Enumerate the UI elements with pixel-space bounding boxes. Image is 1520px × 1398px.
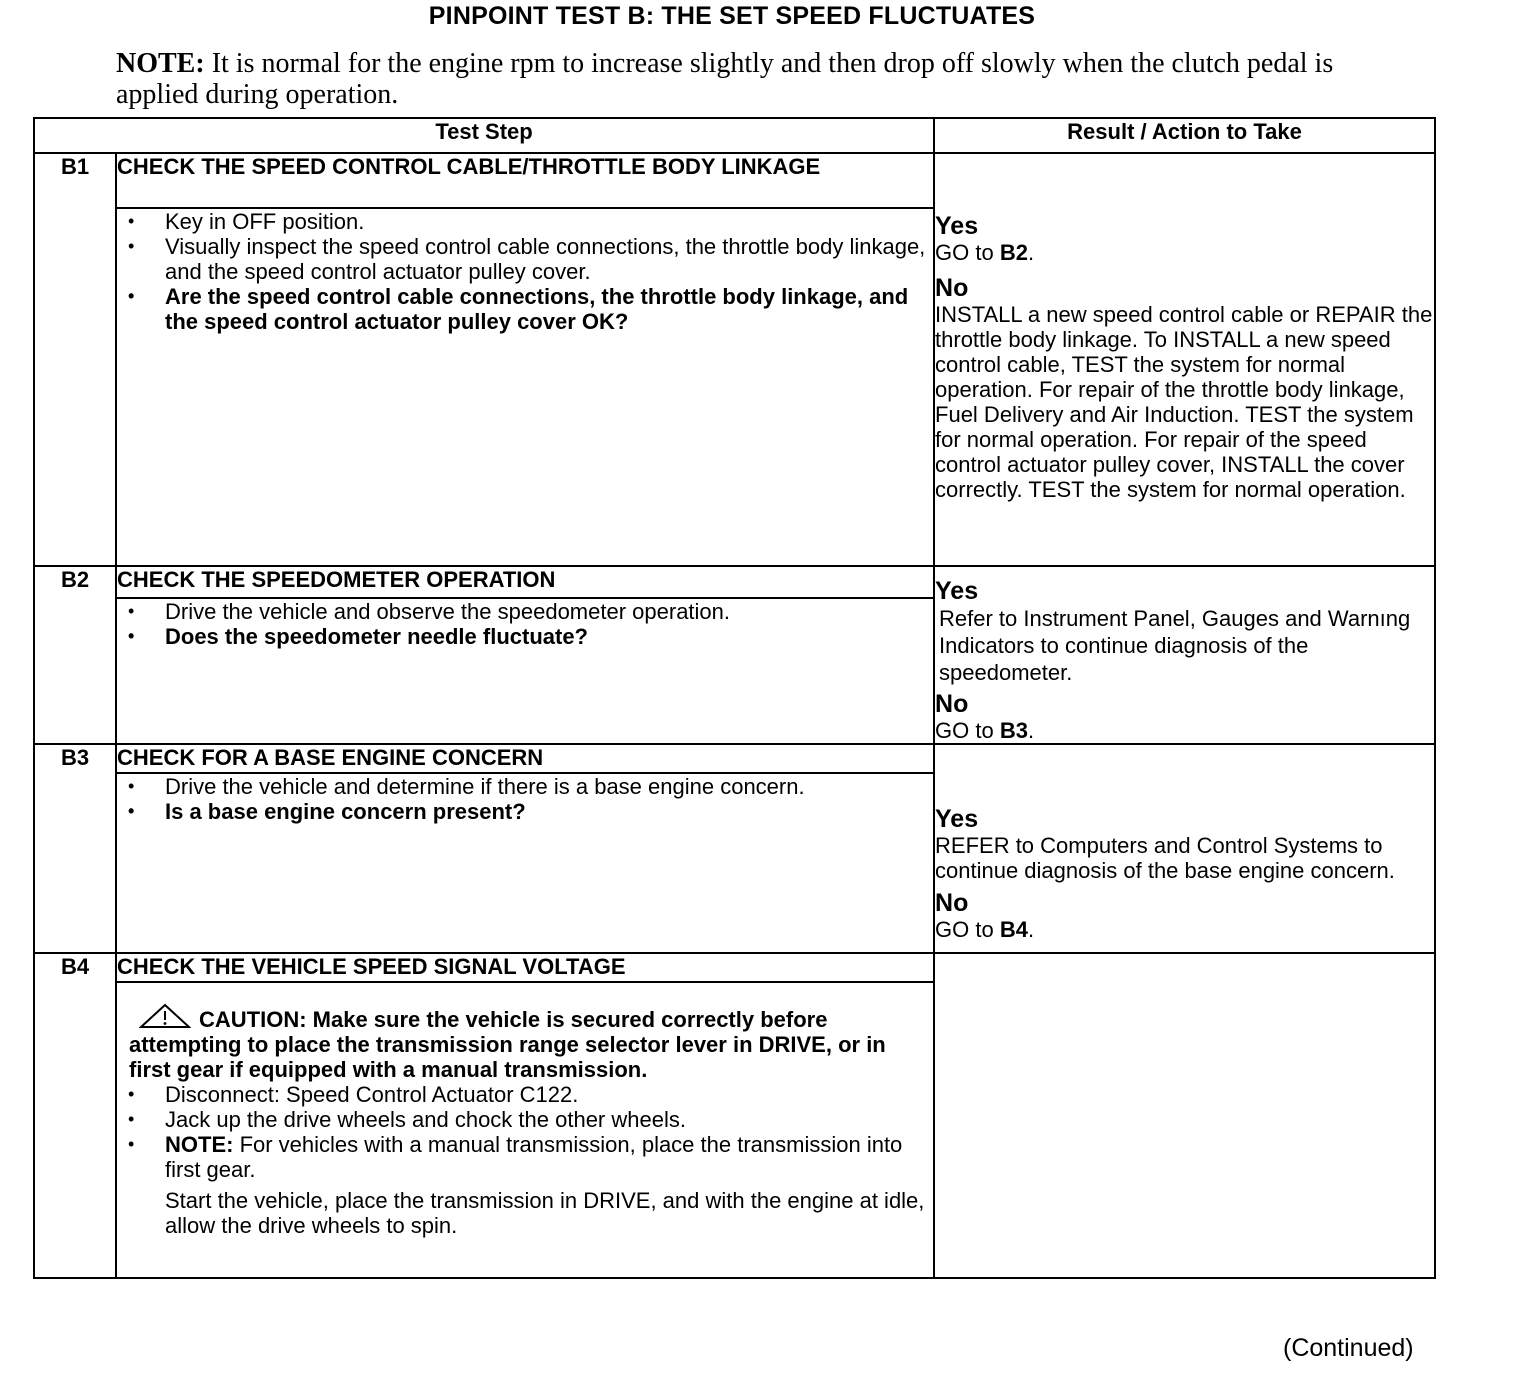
intro-note	[116, 48, 1346, 110]
bullet-question: • Are the speed control cable connections, the throttle body linkage, and the speed control actuator pulley cover OK?	[117, 284, 933, 334]
step-id: B2	[34, 566, 116, 744]
caution-text: CAUTION: Make sure the vehicle is secured correctly before attempting to place the transmission range selector lever in DRIVE, or in first gear if equipped with a manual transmission.	[129, 1007, 886, 1082]
step-title: CHECK THE SPEEDOMETER OPERATION	[116, 566, 934, 598]
yes-label: Yes	[935, 577, 979, 605]
goto-target: B2	[999, 240, 1028, 265]
no-action: GO to B3.	[935, 718, 1035, 743]
step-b4-title-row	[34, 953, 1435, 982]
goto-target: B3	[999, 718, 1028, 743]
continued-label: (Continued)	[1283, 1334, 1414, 1362]
step-title: CHECK THE VEHICLE SPEED SIGNAL VOLTAGE	[116, 953, 934, 982]
yes-action: Refer to Instrument Panel, Gauges and Warnıng Indicators to continue diagnosis of the speedometer.	[939, 606, 1411, 685]
bullet-item: • Jack up the drive wheels and chock the other wheels.	[117, 1107, 933, 1132]
bullet-question: • Is a base engine concern present?	[117, 799, 933, 824]
step-title: CHECK THE SPEED CONTROL CABLE/THROTTLE BODY LINKAGE	[116, 153, 934, 208]
no-action: INSTALL a new speed control cable or REPAIR the throttle body linkage. To INSTALL a new speed control cable, TEST the system for normal operation. For repair of the throttle body linkage, Fuel Delivery and Air Induction. TEST the system for normal operation. For repair of the speed control actuator pulley cover, INSTALL the cover correctly. TEST the system for normal operation.	[935, 302, 1433, 502]
note-label: NOTE:	[116, 48, 205, 79]
step-b1-title-row	[34, 153, 1435, 208]
no-label: No	[935, 274, 969, 302]
step-body	[116, 773, 934, 953]
step-id: B4	[34, 953, 116, 1278]
bullet-item: • Drive the vehicle and observe the speedometer operation.	[117, 599, 933, 624]
continuation-text: Start the vehicle, place the transmission in DRIVE, and with the engine at idle, allow the drive wheels to spin.	[165, 1188, 925, 1238]
header-test-step: Test Step	[34, 118, 934, 153]
step-b1-result	[934, 153, 1435, 566]
step-b2-result	[934, 566, 1435, 744]
yes-action: REFER to Computers and Control Systems to continue diagnosis of the base engine concern.	[935, 833, 1395, 883]
step-b3-result	[934, 744, 1435, 953]
bullet-item: • Drive the vehicle and determine if there is a base engine concern.	[117, 774, 933, 799]
no-label: No	[935, 889, 969, 917]
pinpoint-test-table	[33, 117, 1436, 1279]
step-body	[116, 208, 934, 566]
yes-action: GO to B2.	[935, 240, 1035, 265]
step-body	[116, 598, 934, 744]
caution-block	[117, 1003, 933, 1082]
step-b2-title-row	[34, 566, 1435, 598]
step-body	[116, 982, 934, 1278]
note-label: NOTE:	[165, 1132, 234, 1157]
step-b3-title-row	[34, 744, 1435, 773]
bullet-item: • Visually inspect the speed control cable connections, the throttle body linkage, and the speed control actuator pulley cover.	[117, 234, 933, 284]
no-action: GO to B4.	[935, 917, 1035, 942]
bullet-note	[117, 1132, 933, 1182]
yes-label: Yes	[935, 212, 979, 240]
page-title: PINPOINT TEST B: THE SET SPEED FLUCTUATES	[428, 2, 1036, 30]
caution-triangle-icon	[139, 1003, 191, 1029]
note-text: It is normal for the engine rpm to increase slightly and then drop off slowly when the clutch pedal is applied during operation.	[116, 48, 1334, 110]
step-b4-result	[934, 953, 1435, 1278]
yes-label: Yes	[935, 805, 979, 833]
note-text: For vehicles with a manual transmission, place the transmission into first gear.	[165, 1132, 903, 1182]
bullet-item: • Disconnect: Speed Control Actuator C122.	[117, 1082, 933, 1107]
bullet-item: • Key in OFF position.	[117, 209, 933, 234]
step-id: B1	[34, 153, 116, 566]
table-header-row	[34, 118, 1435, 153]
step-id: B3	[34, 744, 116, 953]
no-label: No	[935, 690, 969, 718]
goto-target: B4	[999, 917, 1028, 942]
step-title: CHECK FOR A BASE ENGINE CONCERN	[116, 744, 934, 773]
bullet-question: • Does the speedometer needle fluctuate?	[117, 624, 933, 649]
header-result: Result / Action to Take	[934, 118, 1435, 153]
